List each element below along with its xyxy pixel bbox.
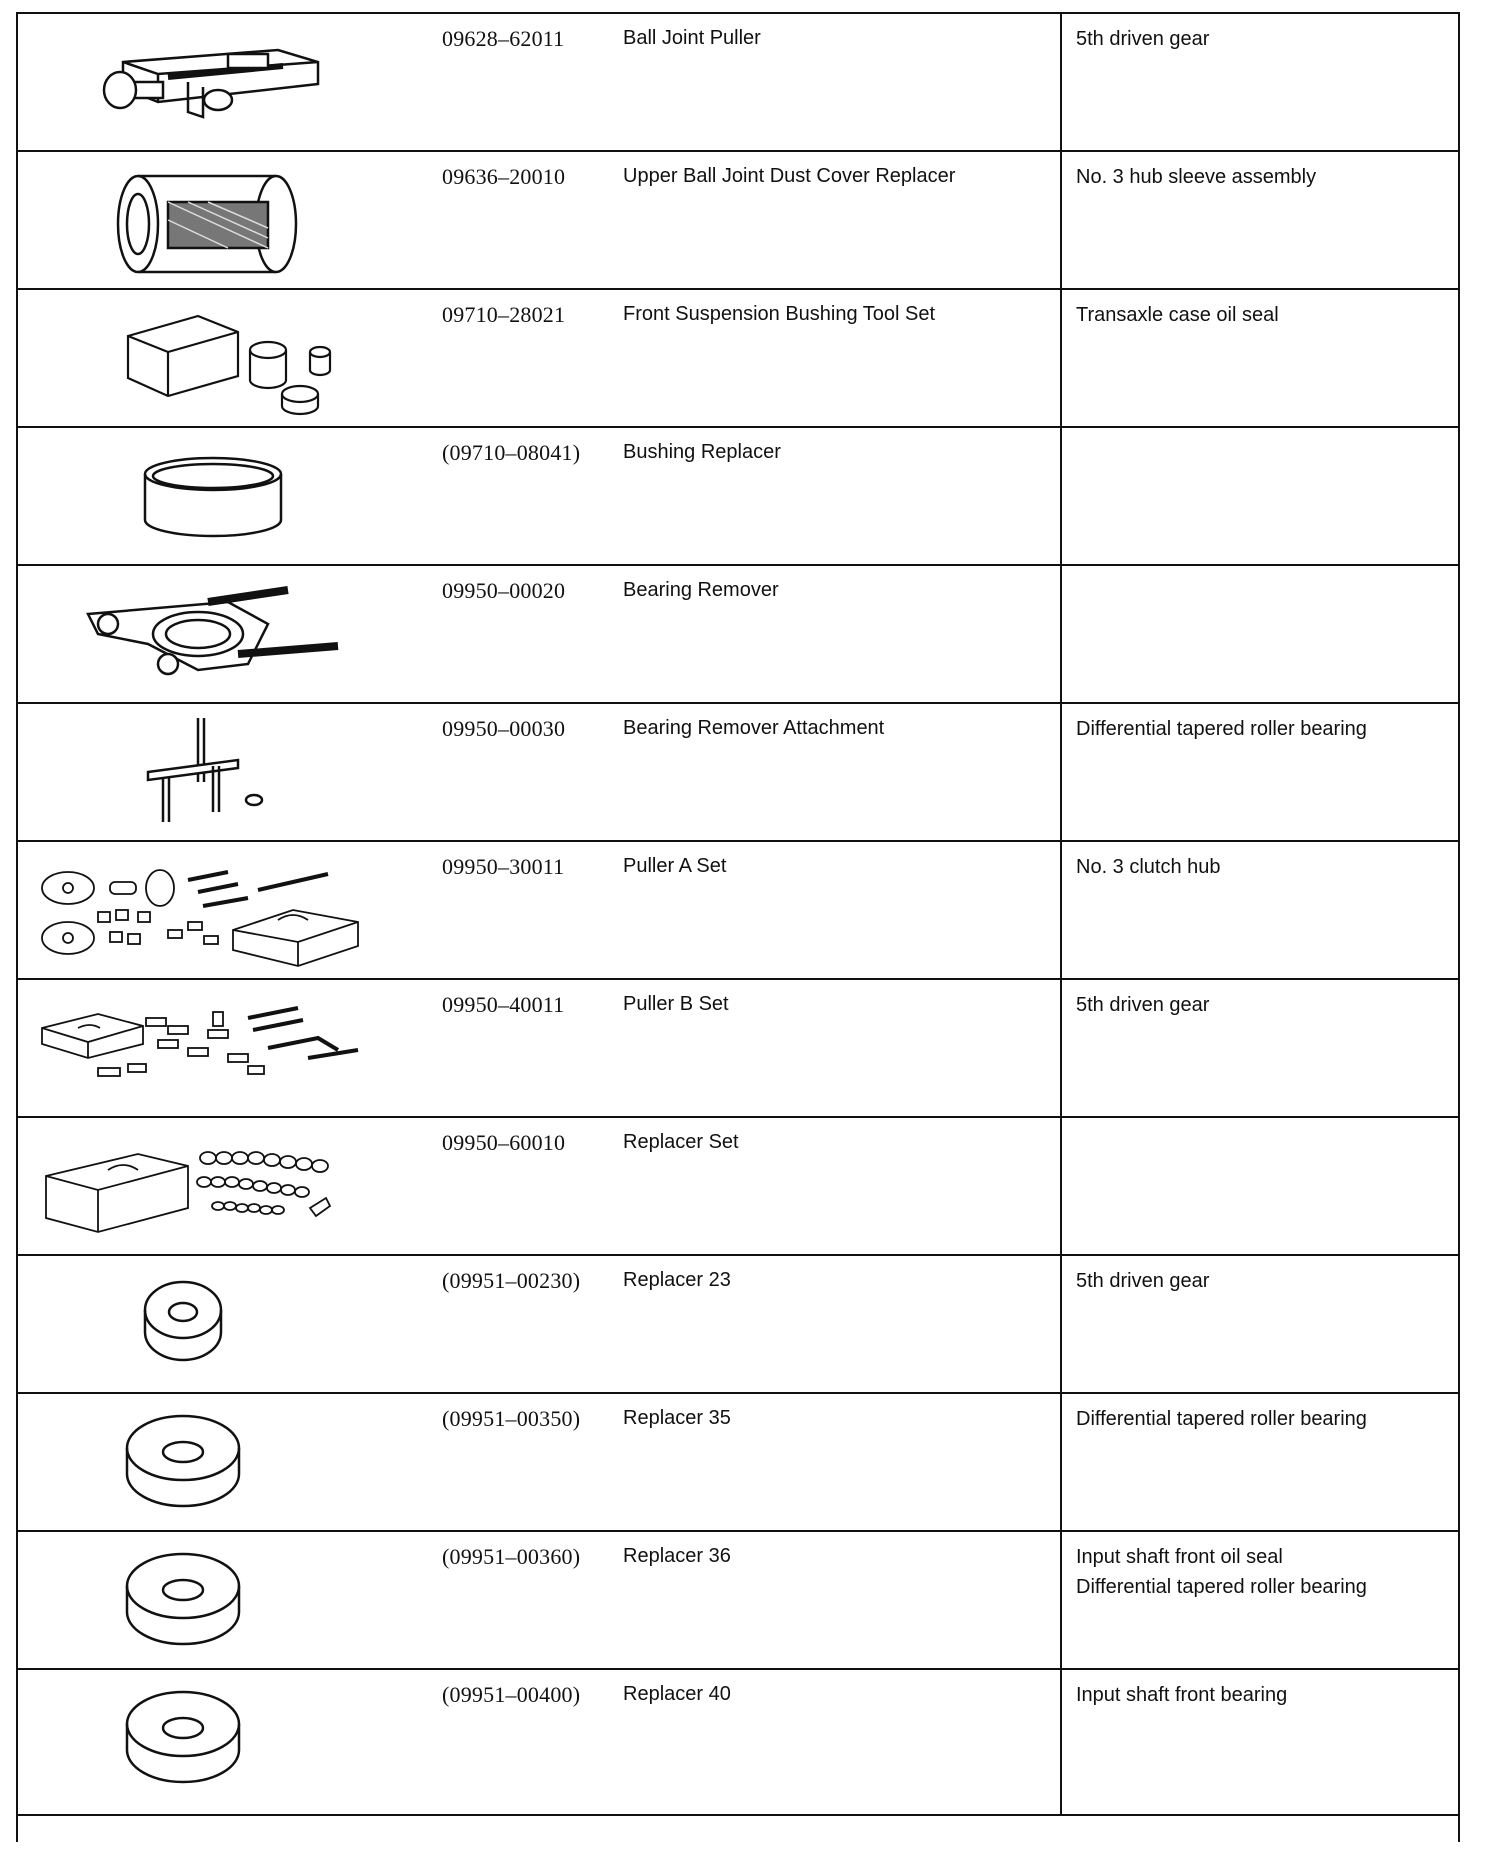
usage-line: No. 3 hub sleeve assembly <box>1076 166 1317 188</box>
part-number: 09950–00020 <box>442 578 566 603</box>
part-number: (09951–00400) <box>442 1682 581 1707</box>
part-number: 09950–60010 <box>442 1130 566 1155</box>
table-row <box>18 842 1458 980</box>
column-divider <box>1060 428 1062 564</box>
tool-illustration <box>28 436 388 558</box>
table-row <box>18 1256 1458 1394</box>
usage-cell <box>1076 24 1446 54</box>
usage-line: Differential tapered roller bearing <box>1076 718 1367 740</box>
part-number: (09951–00230) <box>442 1268 581 1293</box>
tool-illustration <box>28 1264 388 1386</box>
tool-illustration <box>28 1126 388 1248</box>
table-row <box>18 980 1458 1118</box>
part-number: (09710–08041) <box>442 440 581 465</box>
usage-line: Differential tapered roller bearing <box>1076 1576 1367 1598</box>
usage-line: 5th driven gear <box>1076 28 1210 50</box>
part-number: (09951–00360) <box>442 1544 581 1569</box>
column-divider <box>1060 704 1062 840</box>
table-row <box>18 1532 1458 1670</box>
part-number: 09628–62011 <box>442 26 565 51</box>
part-number: 09710–28021 <box>442 302 566 327</box>
part-name: Replacer 23 <box>623 1269 731 1291</box>
column-divider <box>1060 1394 1062 1530</box>
usage-cell <box>1076 1542 1446 1602</box>
tool-illustration <box>28 22 388 144</box>
special-tools-table <box>16 12 1460 1842</box>
usage-line: No. 3 clutch hub <box>1076 856 1221 878</box>
part-name: Replacer 35 <box>623 1407 731 1429</box>
usage-line: Input shaft front oil seal <box>1076 1546 1283 1568</box>
table-row <box>18 1394 1458 1532</box>
usage-cell <box>1076 1404 1446 1434</box>
column-divider <box>1060 14 1062 150</box>
column-divider <box>1060 980 1062 1116</box>
tool-illustration <box>28 1540 388 1662</box>
table-row <box>18 152 1458 290</box>
column-divider <box>1060 1670 1062 1814</box>
column-divider <box>1060 152 1062 288</box>
usage-line: Differential tapered roller bearing <box>1076 1408 1367 1430</box>
part-name: Puller A Set <box>623 855 727 877</box>
column-divider <box>1060 1256 1062 1392</box>
column-divider <box>1060 842 1062 978</box>
column-divider <box>1060 1118 1062 1254</box>
column-divider <box>1060 566 1062 702</box>
usage-cell <box>1076 1266 1446 1296</box>
part-name: Upper Ball Joint Dust Cover Replacer <box>623 165 956 187</box>
part-number: 09950–00030 <box>442 716 566 741</box>
tool-illustration <box>28 160 388 282</box>
part-number: 09950–30011 <box>442 854 565 879</box>
part-name: Replacer 36 <box>623 1545 731 1567</box>
table-row <box>18 14 1458 152</box>
usage-cell <box>1076 300 1446 330</box>
part-name: Bushing Replacer <box>623 441 781 463</box>
usage-cell <box>1076 852 1446 882</box>
tool-illustration <box>28 988 388 1110</box>
table-row <box>18 290 1458 428</box>
usage-line: 5th driven gear <box>1076 994 1210 1016</box>
table-row <box>18 1118 1458 1256</box>
tool-illustration <box>28 712 388 834</box>
part-number: 09950–40011 <box>442 992 565 1017</box>
tool-illustration <box>28 298 388 420</box>
usage-line: Transaxle case oil seal <box>1076 304 1279 326</box>
part-number: 09636–20010 <box>442 164 566 189</box>
table-row <box>18 428 1458 566</box>
part-name: Bearing Remover Attachment <box>623 717 885 739</box>
tool-illustration <box>28 574 388 696</box>
usage-cell <box>1076 162 1446 192</box>
usage-line: 5th driven gear <box>1076 1270 1210 1292</box>
table-row <box>18 566 1458 704</box>
table-row <box>18 1670 1458 1816</box>
part-number: (09951–00350) <box>442 1406 581 1431</box>
part-name: Bearing Remover <box>623 579 779 601</box>
tool-illustration <box>28 1402 388 1524</box>
usage-cell <box>1076 1680 1446 1710</box>
part-name: Replacer Set <box>623 1131 739 1153</box>
usage-line: Input shaft front bearing <box>1076 1684 1288 1706</box>
usage-cell <box>1076 990 1446 1020</box>
part-name: Front Suspension Bushing Tool Set <box>623 303 936 325</box>
table-row <box>18 704 1458 842</box>
column-divider <box>1060 290 1062 426</box>
part-name: Puller B Set <box>623 993 729 1015</box>
tool-illustration <box>28 850 388 972</box>
tool-illustration <box>28 1678 388 1800</box>
part-name: Ball Joint Puller <box>623 27 761 49</box>
usage-cell <box>1076 714 1446 744</box>
part-name: Replacer 40 <box>623 1683 731 1705</box>
column-divider <box>1060 1532 1062 1668</box>
